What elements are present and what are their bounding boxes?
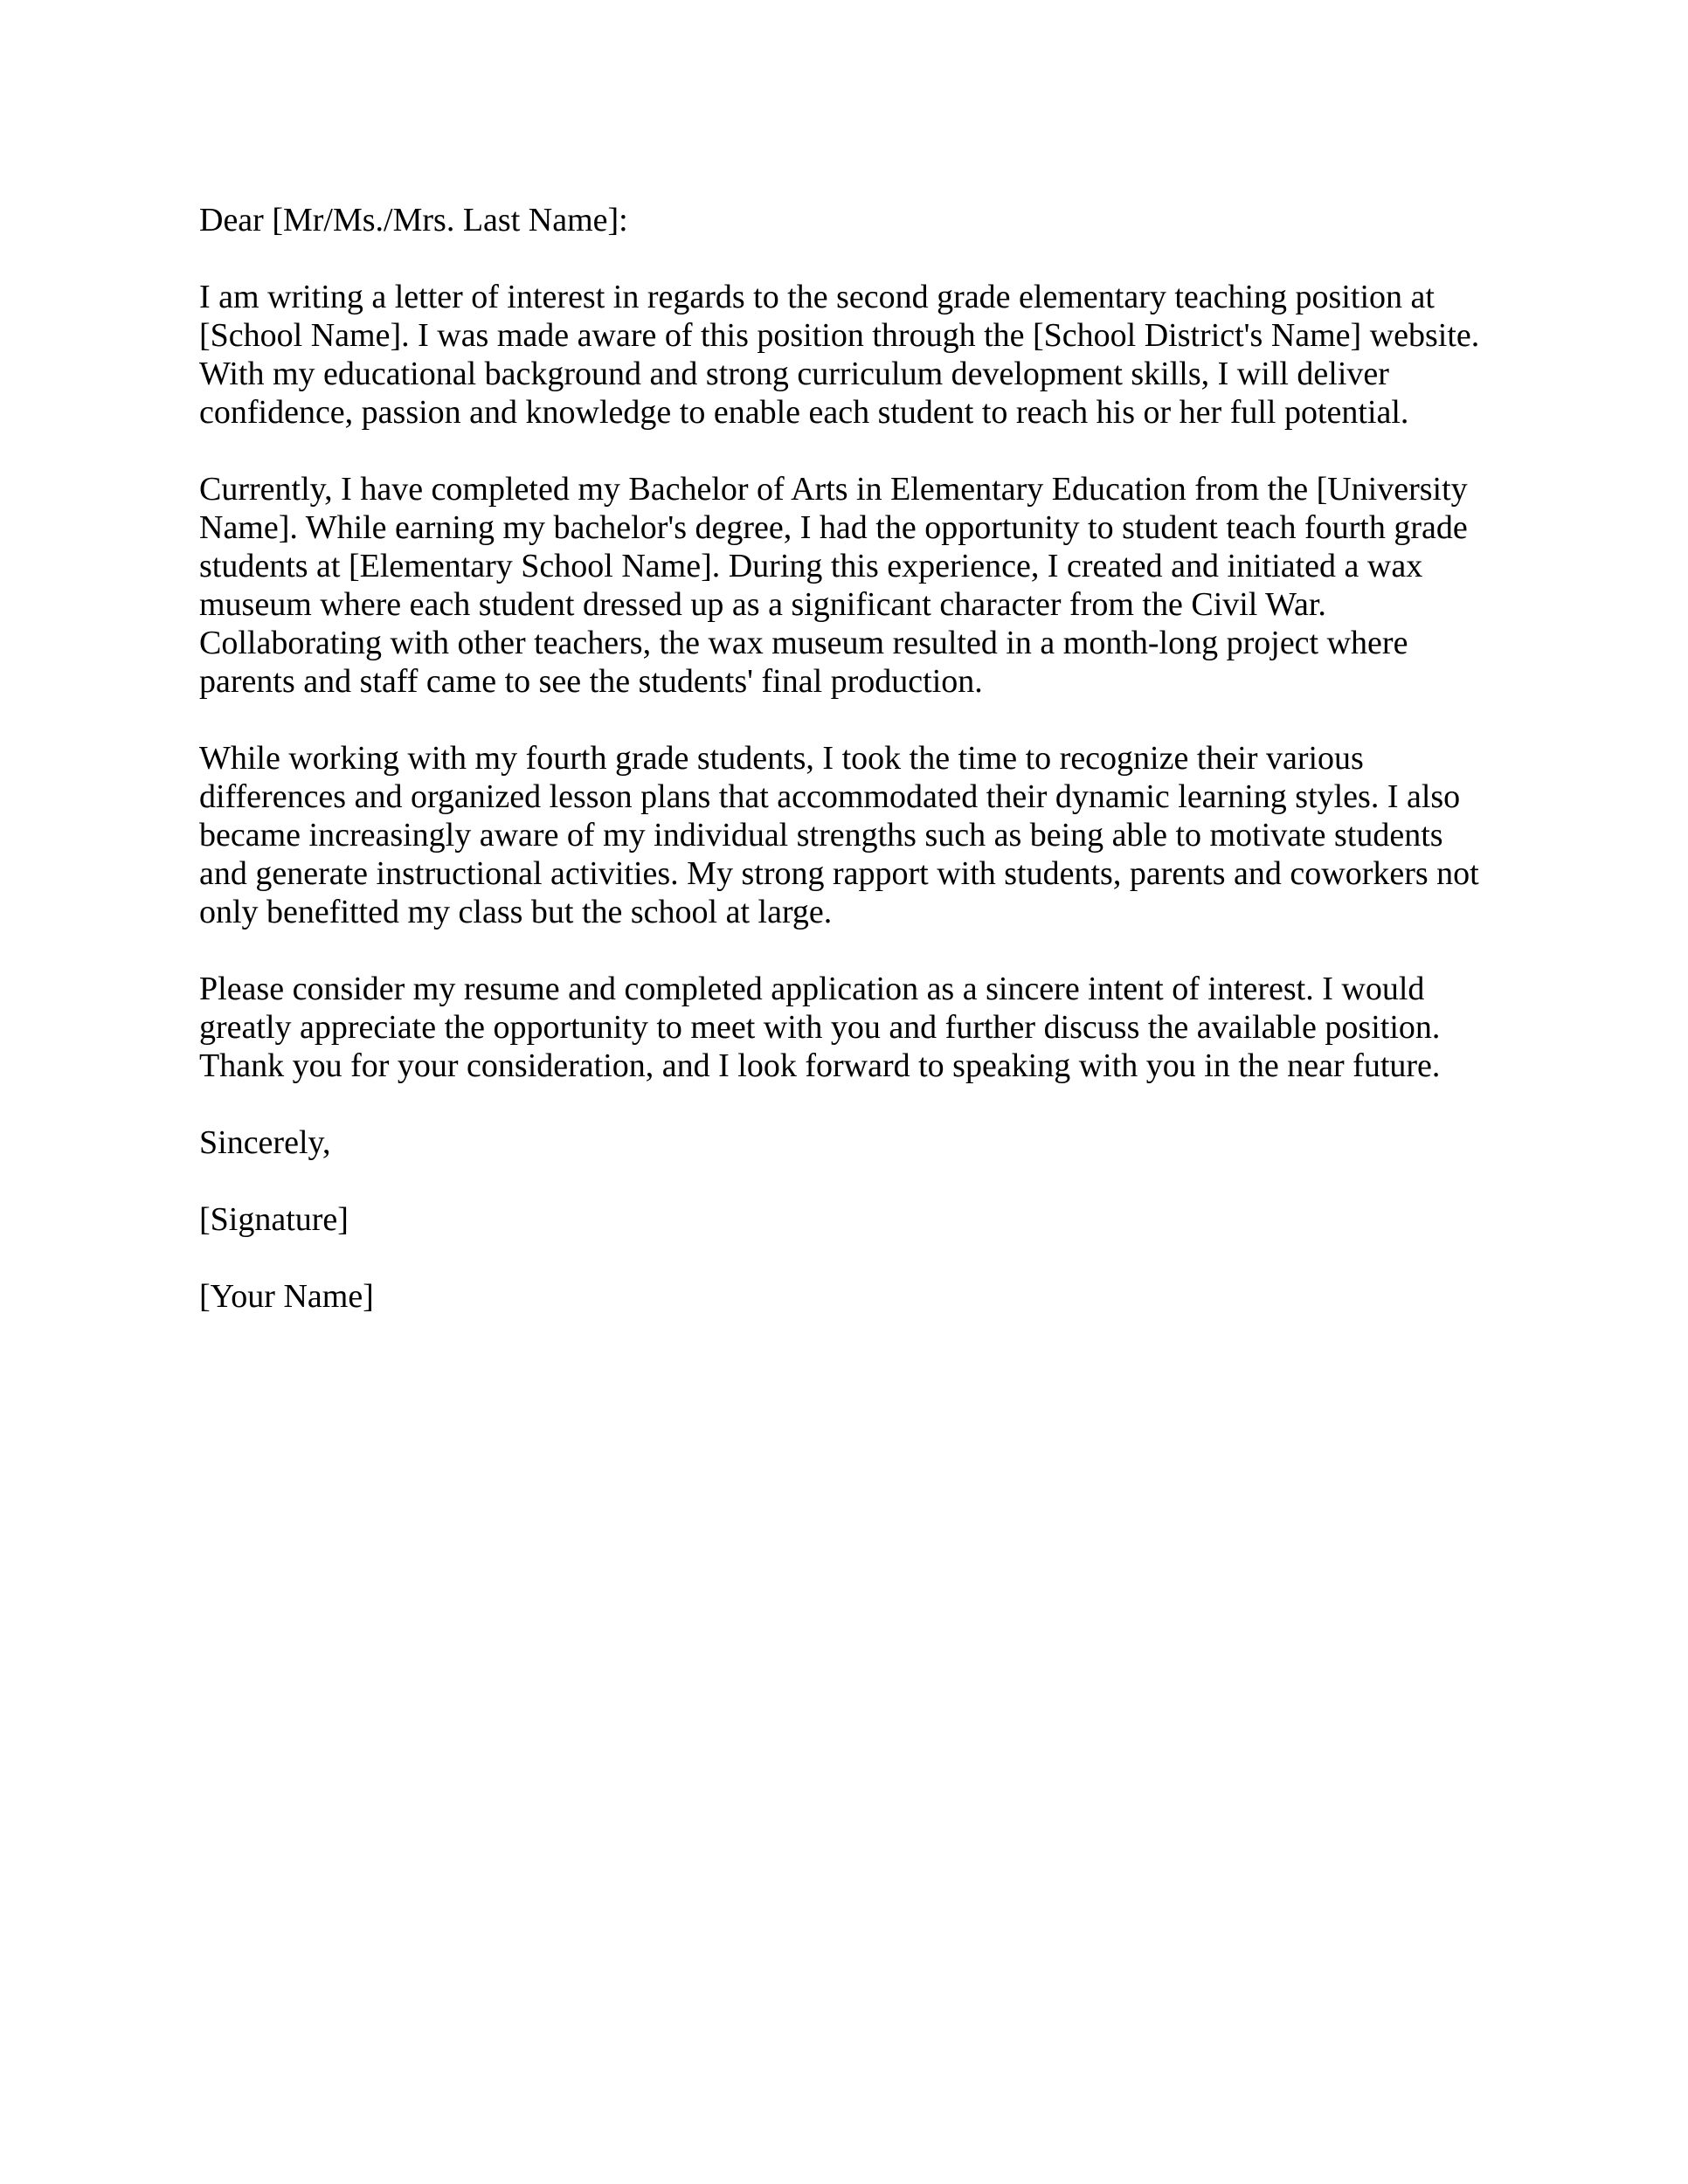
closing: Sincerely, — [199, 1124, 331, 1161]
paragraph-intro: I am writing a letter of interest in regards to the second grade elementary teaching position at [School Name]. I was made aware of this position through the [School District's Name] website. With my educational background and strong curriculum development skills, I will deliver confidence, passion and knowledge to enable each student to reach his or her full potential. — [199, 279, 1480, 431]
paragraph-education: Currently, I have completed my Bachelor of Arts in Elementary Education from the [University Name]. While earning my bachelor's degree, I had the opportunity to student teach fourth grade students at [Elementary School Name]. During this experience, I created and initiated a wax museum where each student dressed up as a significant character from the Civil War. Collaborating with other teachers, the wax museum resulted in a month-long project where parents and staff came to see the students' final production. — [199, 471, 1468, 700]
name-placeholder: [Your Name] — [199, 1278, 374, 1315]
paragraph-experience: While working with my fourth grade students, I took the time to recognize their various differences and organized lesson plans that accommodated their dynamic learning styles. I also became increasingly aware of my individual strengths such as being able to motivate students and generate instructional activities. My strong rapport with students, parents and coworkers not only benefitted my class but the school at large. — [199, 740, 1479, 930]
signature-placeholder: [Signature] — [199, 1201, 349, 1238]
paragraph-closing-request: Please consider my resume and completed application as a sincere intent of interest. I would greatly appreciate the opportunity to meet with you and further discuss the available position. Thank you for your consideration, and I look forward to speaking with you in the near future. — [199, 971, 1441, 1084]
salutation: Dear [Mr/Ms./Mrs. Last Name]: — [199, 202, 628, 238]
letter-body — [199, 201, 1489, 1316]
